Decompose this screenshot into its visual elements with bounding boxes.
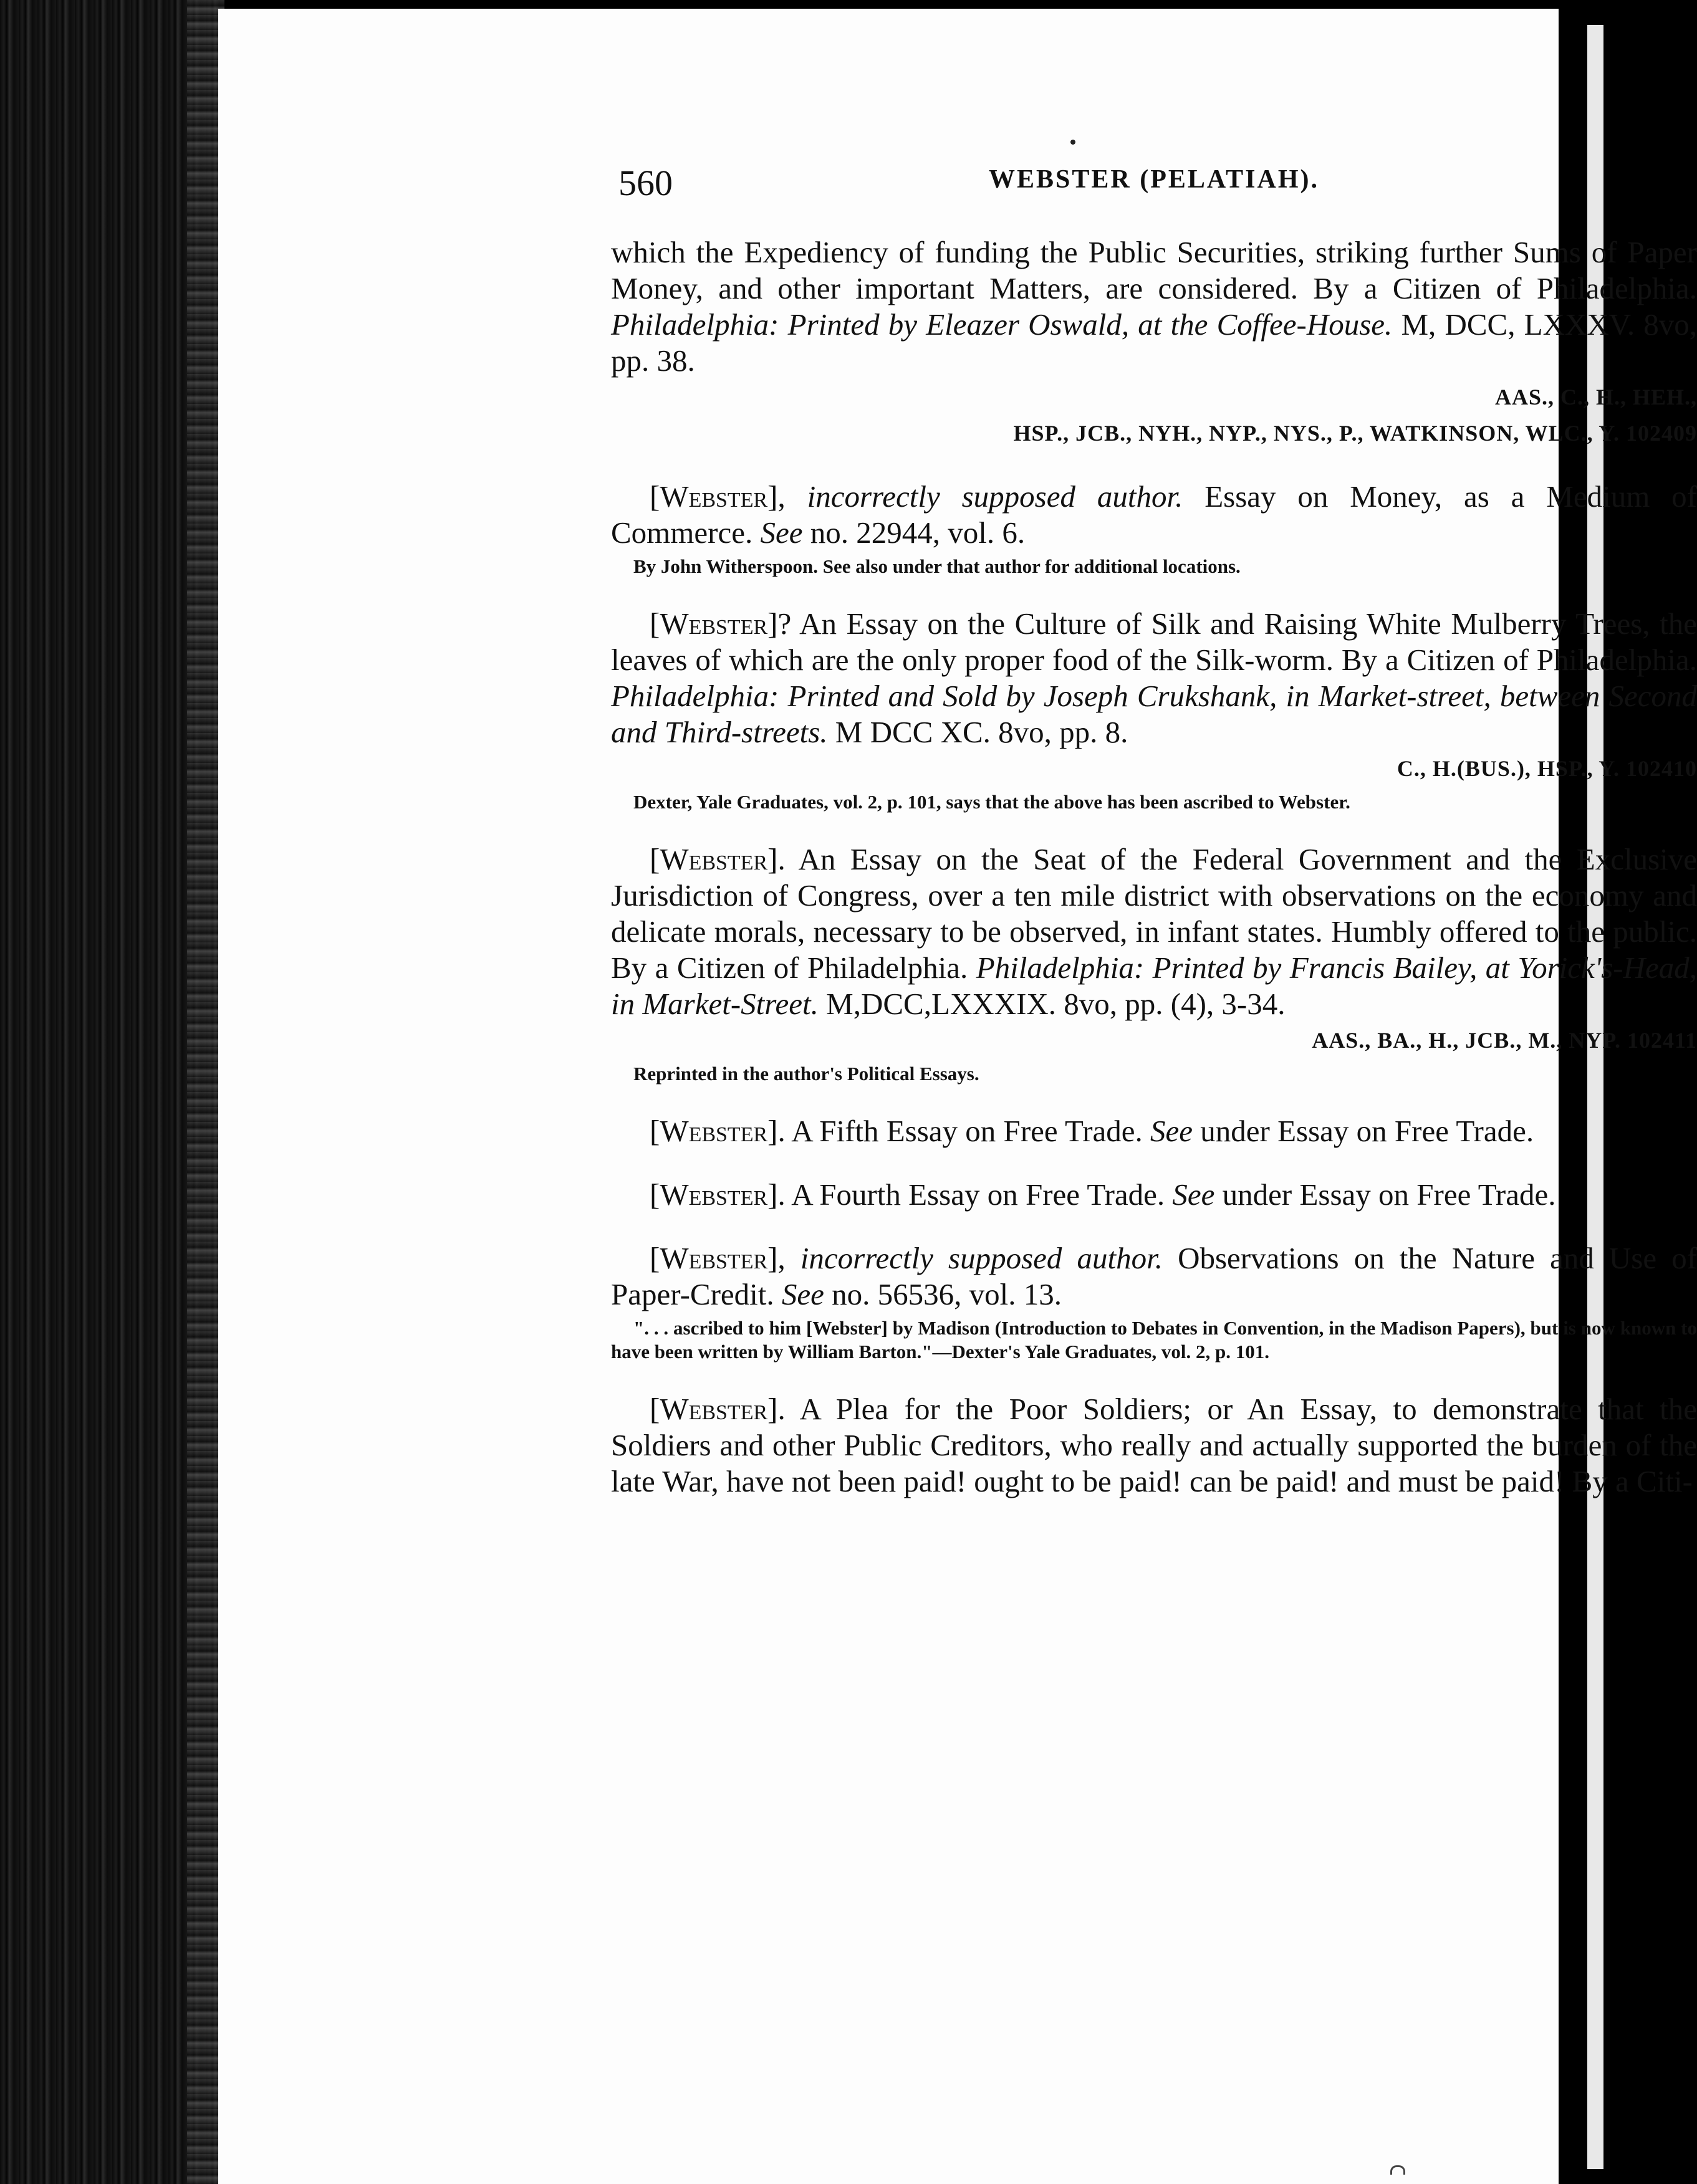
entry-note: ". . . ascribed to him [Webster] by Madison (Introduction to Debates in Convention, in the Madison Papers), but is now known to have been written by William Barton."—Dexter's Yale Graduates, vol. 2, p. 101. [611, 1317, 1697, 1363]
entry-seat-of-government [611, 841, 1697, 1022]
ink-speck [1070, 140, 1075, 145]
entry-locations: C., H.(BUS.), HSP., Y. 102410 [1397, 756, 1697, 781]
entry-fifth-essay [611, 1113, 1697, 1149]
entry-see: See [781, 1277, 824, 1311]
entry-heading: [Webster], [650, 479, 786, 514]
entry-date-format: M, DCC, LXXXV. 8vo, pp. 38. [611, 307, 1697, 378]
entry-text: which the Expediency of funding the Public Securities, striking further Sums of Paper Money, and other important Matters, are considered. By a Citizen of Philadelphia. [611, 235, 1697, 305]
entry-fourth-essay [611, 1177, 1697, 1213]
entry-reference: under Essay on Free Trade. [1222, 1177, 1556, 1212]
entry-plea-for-soldiers [611, 1391, 1697, 1500]
running-head-title: WEBSTER (PELATIAH). [989, 165, 1319, 194]
entry-attribution: incorrectly supposed author. [807, 479, 1183, 514]
entry-reference: no. 56536, vol. 13. [832, 1277, 1062, 1311]
entry-reference: no. 22944, vol. 6. [810, 515, 1026, 550]
scan-artifact-mark [1390, 2165, 1405, 2175]
entry-reference: under Essay on Free Trade. [1200, 1114, 1534, 1148]
entry-imprint: Philadelphia: Printed by Eleazer Oswald, at the Coffee-House. [611, 307, 1393, 342]
entry-see: See [1172, 1177, 1215, 1212]
entry-heading: [Webster]. [650, 842, 786, 876]
entry-imprint: Philadelphia: Printed and Sold by Joseph Crukshank, in Market-street, between Second and Third-streets. [611, 679, 1697, 749]
entry-see: See [1150, 1114, 1193, 1148]
running-head [611, 162, 1697, 206]
bibliography-entries [611, 234, 1697, 1500]
entry-heading: [Webster]. [650, 1114, 786, 1148]
entry-essay-on-money [611, 479, 1697, 551]
entry-note: By John Witherspoon. See also under that author for additional locations. [633, 555, 1241, 577]
entry-text: An Essay on the Seat of the Federal Government and the Exclusive Jurisdiction of Congress, over a ten mile district with observations on the economy and delicate morals, necessary to be observed, in infant states. Humbly offered to the public. By a Citizen of Philadelphia. [611, 842, 1697, 985]
entry-date-format: M,DCC,LXXXIX. 8vo, pp. (4), 3-34. [826, 987, 1286, 1021]
entry-locations: AAS., BA., H., JCB., M., NYP. 102411 [1312, 1028, 1697, 1053]
entry-heading: [Webster]. [650, 1177, 786, 1212]
entry-text: A Plea for the Poor Soldiers; or An Essay, to demonstrate that the Soldiers and other Public Creditors, who really and actually supported the burden of the late War, have not been paid! ought to be paid! can be paid! and must be paid! By a Citi- [611, 1392, 1697, 1498]
entry-text: Essay on Money, as a Medium of Commerce. [611, 479, 1697, 550]
entry-attribution: incorrectly supposed author. [800, 1241, 1163, 1275]
entry-imprint: Philadelphia: Printed by Francis Bailey, at Yorick's-Head, in Market-Street. [611, 951, 1697, 1021]
entry-text: Observations on the Nature and Use of Paper-Credit. [611, 1241, 1697, 1311]
entry-note: Dexter, Yale Graduates, vol. 2, p. 101, says that the above has been ascribed to Webster. [633, 791, 1350, 813]
entry-date-format: M DCC XC. 8vo, pp. 8. [835, 715, 1128, 749]
entry-heading: [Webster]. [650, 1392, 786, 1426]
entry-paper-credit [611, 1240, 1697, 1313]
entry-heading: [Webster]? [650, 606, 792, 641]
entry-note: Reprinted in the author's Political Essays. [633, 1063, 979, 1085]
book-page [218, 9, 1697, 2184]
entry-see: See [760, 515, 803, 550]
entry-text: A Fifth Essay on Free Trade. [791, 1114, 1143, 1148]
entry-text: An Essay on the Culture of Silk and Raising White Mulberry Trees, the leaves of which are the only proper food of the Silk-worm. By a Citizen of Philadelphia. [611, 606, 1697, 677]
page-number: 560 [618, 163, 673, 203]
entry-heading: [Webster], [650, 1241, 786, 1275]
entry-locations: AAS., C., H., HEH., [1494, 385, 1697, 410]
entry-locations-line-2: HSP., JCB., NYH., NYP., NYS., P., WATKINSON, WLC., Y. 102409 [1013, 421, 1697, 446]
entry-text: A Fourth Essay on Free Trade. [791, 1177, 1165, 1212]
entry-continuation [611, 234, 1697, 379]
entry-culture-of-silk [611, 606, 1697, 750]
